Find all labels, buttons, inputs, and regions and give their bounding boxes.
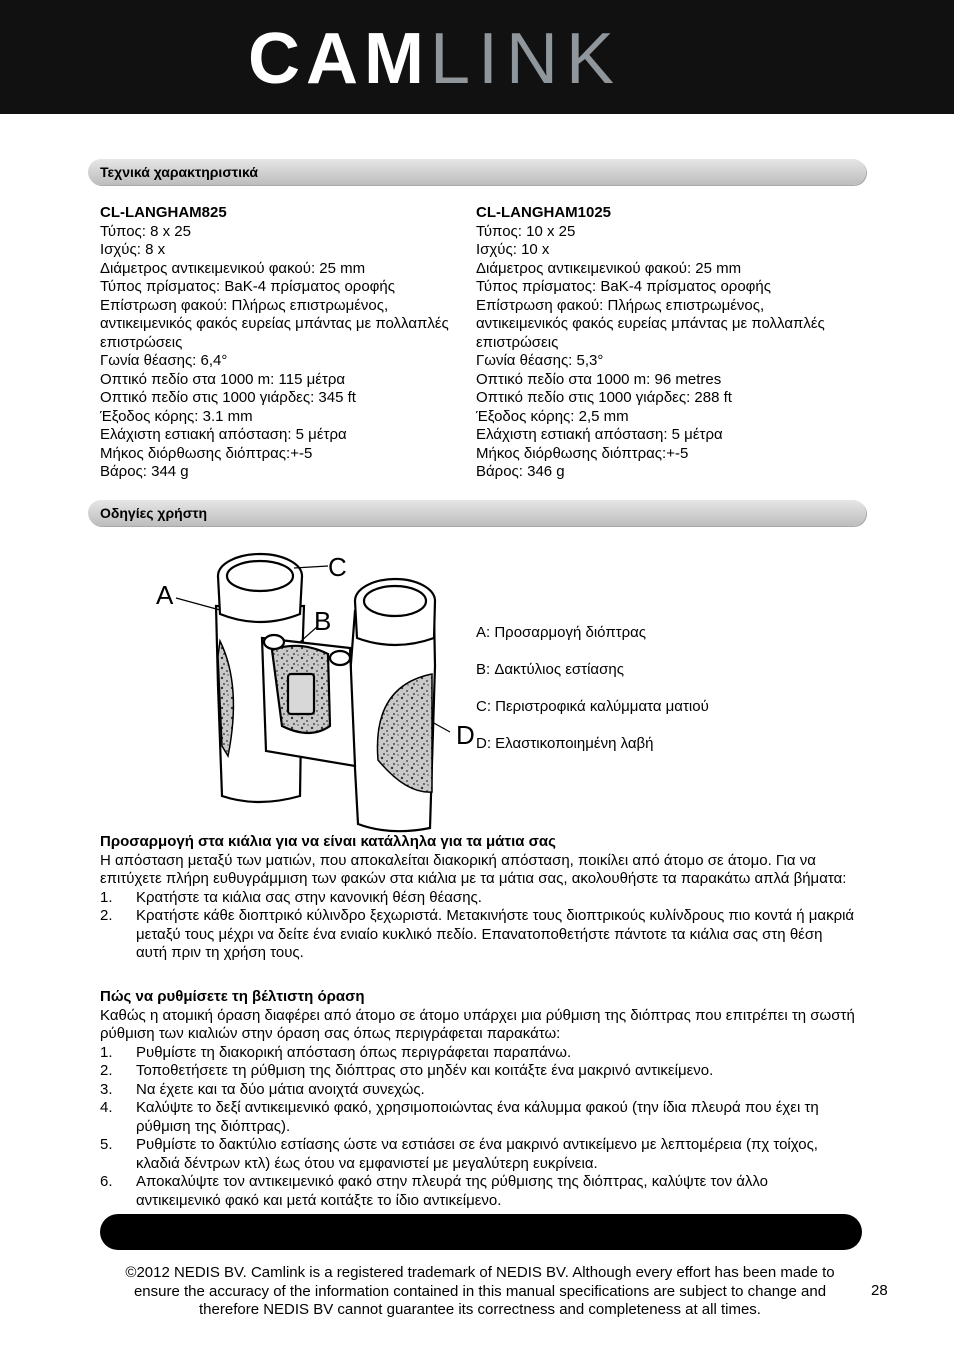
- adjust-steps: [100, 889, 856, 963]
- callout-c: C: [328, 552, 347, 582]
- spec-line: Τύπος: 8 x 25: [100, 222, 191, 240]
- spec-line: Γωνία θέασης: 6,4°: [100, 352, 228, 369]
- step-number: 2.: [100, 1062, 113, 1079]
- step-text: Τοποθετήσετε τη ρύθμιση της διόπτρας στο μηδέν και κοιτάξτε ένα μακρινό αντικείμενο.: [136, 1062, 714, 1079]
- spec-line: Έξοδος κόρης: 3.1 mm: [100, 407, 253, 425]
- spec-line: Βάρος: 346 g: [476, 463, 565, 480]
- spec-line: Επίστρωση φακού: Πλήρως επιστρωμένος,: [100, 296, 389, 314]
- step-text: Να έχετε και τα δύο μάτια ανοιχτά συνεχώς.: [136, 1080, 425, 1098]
- spec-line: αντικειμενικός φακός ευρείας μπάντας με πολλαπλές: [100, 315, 449, 332]
- binoculars-diagram: [150, 546, 480, 836]
- spec-line: Έξοδος κόρης: 2,5 mm: [476, 407, 629, 425]
- list-item: [100, 907, 856, 963]
- step-number: 2.: [100, 907, 113, 924]
- spec-line: Διάμετρος αντικειμενικού φακού: 25 mm: [100, 259, 366, 277]
- step-text: Κρατήστε τα κιάλια σας στην κανονική θέση θέασης.: [136, 888, 482, 906]
- instructions-section-title: Οδηγίες χρήστη: [100, 505, 208, 521]
- list-item: [100, 1099, 856, 1136]
- spec-line: Τύπος πρίσματος: BaK-4 πρίσματος οροφής: [100, 278, 395, 295]
- spec-model: CL-LANGHAM825: [100, 204, 227, 221]
- legend-item-d: D: Ελαστικοποιημένη λαβή: [476, 735, 654, 752]
- spec-line: Μήκος διόρθωσης διόπτρας:+-5: [476, 444, 689, 462]
- list-item: [100, 1081, 856, 1100]
- spec-column-825: [100, 204, 480, 482]
- spec-line: Οπτικό πεδίο στα 1000 m: 96 metres: [476, 370, 722, 388]
- step-number: 3.: [100, 1080, 113, 1098]
- vision-steps: [100, 1044, 856, 1211]
- step-text: Καλύψτε το δεξί αντικειμενικό φακό, χρησιμοποιώντας ένα κάλυμμα φακού (την ίδια πλευρά που έχει τη ρύθμιση της διόπτρας).: [136, 1099, 819, 1135]
- page-number: 28: [871, 1282, 888, 1299]
- specs-section-title: Τεχνικά χαρακτηριστικά: [100, 164, 258, 180]
- camlink-logo: [248, 19, 623, 99]
- step-number: 1.: [100, 1043, 113, 1061]
- list-item: [100, 1173, 856, 1210]
- step-number: 5.: [100, 1136, 113, 1153]
- spec-line: Τύπος πρίσματος: BaK-4 πρίσματος οροφής: [476, 278, 771, 295]
- logo-link: LINK: [429, 19, 623, 99]
- legend-item-a: A: Προσαρμογή διόπτρας: [476, 624, 647, 641]
- vision-heading: Πώς να ρυθμίσετε τη βέλτιστη όραση: [100, 988, 365, 1005]
- spec-line: Ισχύς: 10 x: [476, 241, 550, 258]
- step-text: Ρυθμίστε το δακτύλιο εστίασης ώστε να εστιάσει σε ένα μακρινό αντικείμενο με λεπτομέρεια (πχ τοίχος, κλαδιά δέντρων κτλ) έως ότου να εμφανιστεί με μεγαλύτερη ευκρίνεια.: [136, 1136, 818, 1172]
- callout-d: D: [456, 720, 475, 750]
- spec-column-1025: [476, 204, 856, 482]
- instructions-section-bar: [88, 500, 866, 526]
- vision-intro: Καθώς η ατομική όραση διαφέρει από άτομο σε άτομο υπάρχει μια ρύθμιση της διόπτρας που επιτρέπει τη σωστή ρύθμιση των κιαλιών στην όραση σας όπως περιγράφεται παρακάτω:: [100, 1006, 855, 1042]
- spec-model: CL-LANGHAM1025: [476, 204, 612, 221]
- spec-line: Επίστρωση φακού: Πλήρως επιστρωμένος,: [476, 296, 765, 314]
- spec-line: Ελάχιστη εστιακή απόσταση: 5 μέτρα: [476, 426, 723, 443]
- list-item: [100, 889, 856, 908]
- spec-line: Γωνία θέασης: 5,3°: [476, 352, 604, 369]
- spec-line: Διάμετρος αντικειμενικού φακού: 25 mm: [476, 259, 742, 277]
- legend-item-c: C: Περιστροφικά καλύμματα ματιού: [476, 698, 709, 715]
- step-number: 1.: [100, 888, 113, 906]
- step-text: Κρατήστε κάθε διοπτρικό κύλινδρο ξεχωριστά. Μετακινήστε τους διοπτρικούς κυλίνδρους πιο κοντά ή μακριά μεταξύ τους μέχρι να δείτε ένα ενιαίο κυκλικό πεδίο. Επανατοποθετήστε πάντοτε τα κιάλια σας στη θέση αυτή πριν τη χρήση τους.: [136, 907, 855, 961]
- spec-line: Ισχύς: 8 x: [100, 241, 166, 258]
- adjust-intro: Η απόσταση μεταξύ των ματιών, που αποκαλείται διακορική απόσταση, ποικίλει από άτομο σε άτομο. Για να επιτύχετε πλήρη ευθυγράμμιση των φακών στα κιάλια με τα μάτια σας, ακολουθήστε τα παρακάτω απλά βήματα:: [100, 851, 847, 887]
- adjust-section: [100, 833, 856, 963]
- specs-section-bar: [88, 159, 866, 185]
- page-header: [0, 0, 954, 114]
- spec-line: Τύπος: 10 x 25: [476, 222, 576, 240]
- copyright-notice: ©2012 NEDIS BV. Camlink is a registered trademark of NEDIS BV. Although every effort has been made to ensure the accuracy of the information contained in this manual specifications are subject to change and therefore NEDIS BV cannot guarantee its correctness and completeness at all times.: [125, 1264, 835, 1318]
- spec-line: Οπτικό πεδίο στις 1000 γιάρδες: 345 ft: [100, 389, 356, 406]
- footer-bar: [100, 1214, 862, 1250]
- adjust-heading: Προσαρμογή στα κιάλια για να είναι κατάλληλα για τα μάτια σας: [100, 833, 556, 850]
- vision-section: [100, 988, 856, 1210]
- step-number: 6.: [100, 1173, 113, 1190]
- legend-item-b: B: Δακτύλιος εστίασης: [476, 661, 624, 678]
- spec-line: επιστρώσεις: [100, 333, 183, 351]
- spec-line: αντικειμενικός φακός ευρείας μπάντας με πολλαπλές: [476, 315, 825, 332]
- spec-line: Βάρος: 344 g: [100, 463, 189, 480]
- spec-line: Οπτικό πεδίο στα 1000 m: 115 μέτρα: [100, 370, 346, 388]
- callout-b: B: [314, 606, 332, 636]
- list-item: [100, 1136, 856, 1173]
- spec-line: Οπτικό πεδίο στις 1000 γιάρδες: 288 ft: [476, 389, 732, 406]
- spec-line: Ελάχιστη εστιακή απόσταση: 5 μέτρα: [100, 426, 347, 443]
- spec-line: Μήκος διόρθωσης διόπτρας:+-5: [100, 444, 313, 462]
- step-text: Ρυθμίστε τη διακορική απόσταση όπως περιγράφεται παραπάνω.: [136, 1043, 572, 1061]
- step-number: 4.: [100, 1099, 113, 1116]
- list-item: [100, 1044, 856, 1063]
- callout-a: A: [156, 580, 174, 610]
- step-text: Αποκαλύψτε τον αντικειμενικό φακό στην πλευρά της ρύθμισης της διόπτρας, καλύψτε τον άλλο αντικειμενικό φακό και μετά κοιτάξτε το ίδιο αντικείμενο.: [136, 1173, 769, 1209]
- list-item: [100, 1062, 856, 1081]
- spec-line: επιστρώσεις: [476, 333, 559, 351]
- logo-cam: CAM: [248, 19, 430, 99]
